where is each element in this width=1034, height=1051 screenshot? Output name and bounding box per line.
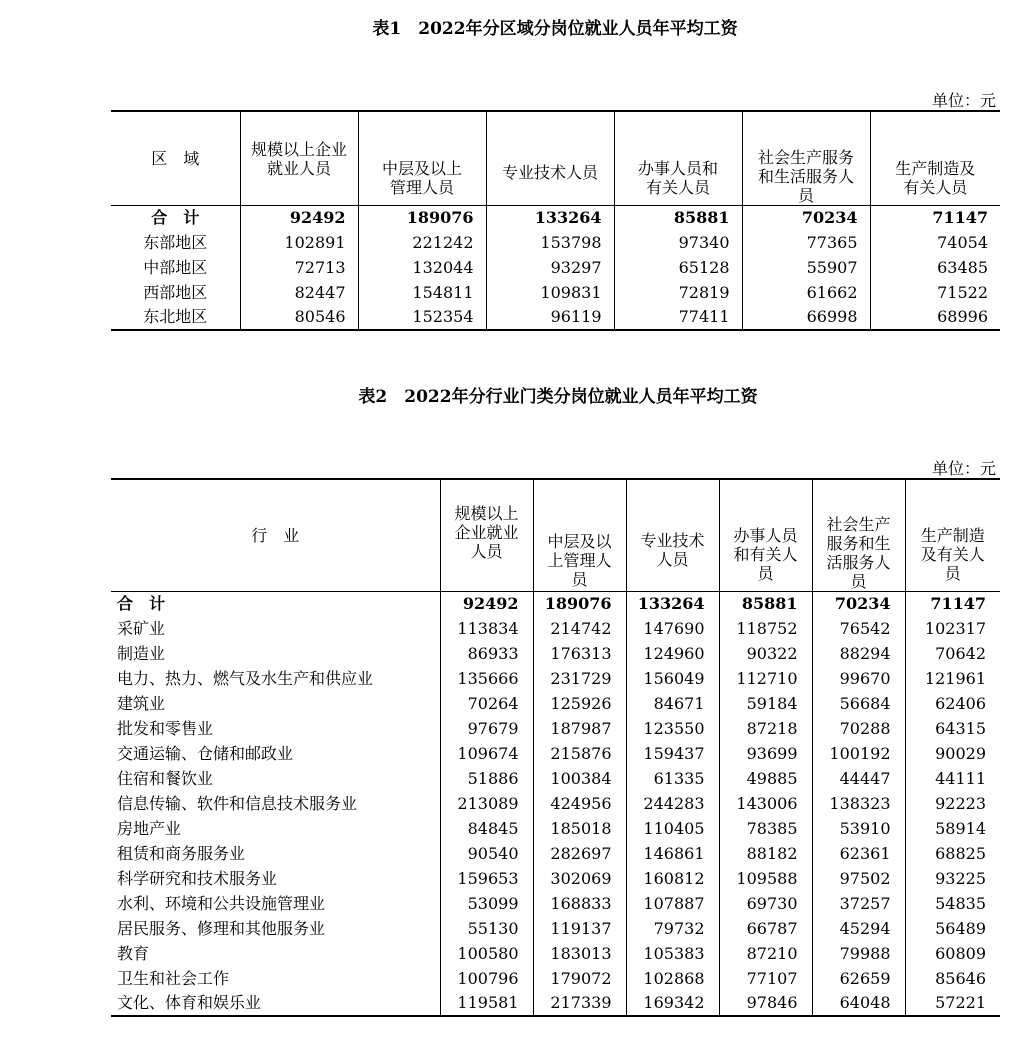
data-cell: 74054 bbox=[937, 232, 988, 252]
table2-header-production-text: 生产制造及有关人员 bbox=[920, 525, 985, 583]
data-cell: 56489 bbox=[935, 918, 986, 938]
data-cell: 62659 bbox=[812, 966, 905, 991]
table-row bbox=[111, 716, 1000, 741]
data-cell: 60809 bbox=[935, 943, 986, 963]
table2-header-production bbox=[905, 479, 1000, 591]
data-cell: 156049 bbox=[626, 666, 719, 691]
row-label: 西部地区 bbox=[111, 280, 240, 305]
table-row bbox=[111, 766, 1000, 791]
row-label: 采矿业 bbox=[111, 616, 440, 641]
data-cell: 102868 bbox=[626, 966, 719, 991]
table1-header-employees-text: 规模以上企业就业人员 bbox=[250, 140, 347, 178]
data-cell: 109588 bbox=[719, 866, 812, 891]
data-cell: 62361 bbox=[812, 841, 905, 866]
table-row bbox=[111, 691, 1000, 716]
table1-header-clerical-text: 办事人员和有关人员 bbox=[637, 158, 718, 197]
data-cell: 92223 bbox=[935, 793, 986, 813]
table-row bbox=[111, 666, 1000, 691]
data-cell: 86933 bbox=[440, 641, 533, 666]
data-cell: 77365 bbox=[742, 230, 870, 255]
row-label: 交通运输、仓储和邮政业 bbox=[111, 741, 440, 766]
data-cell: 69730 bbox=[719, 891, 812, 916]
row-label: 信息传输、软件和信息技术服务业 bbox=[111, 791, 440, 816]
data-cell: 85881 bbox=[614, 205, 742, 230]
data-cell: 79988 bbox=[812, 941, 905, 966]
data-cell: 146861 bbox=[626, 841, 719, 866]
row-label: 住宿和餐饮业 bbox=[111, 766, 440, 791]
data-cell: 55130 bbox=[440, 916, 533, 941]
table2-header-managers bbox=[533, 479, 626, 591]
data-cell: 143006 bbox=[719, 791, 812, 816]
table1-header-service bbox=[742, 111, 870, 205]
data-cell: 109831 bbox=[486, 280, 614, 305]
data-cell: 84671 bbox=[626, 691, 719, 716]
data-cell: 93297 bbox=[486, 255, 614, 280]
table2-header-employees bbox=[440, 479, 533, 591]
data-cell: 110405 bbox=[626, 816, 719, 841]
row-label: 合 计 bbox=[111, 205, 240, 230]
data-cell: 187987 bbox=[533, 716, 626, 741]
data-cell: 63485 bbox=[937, 257, 988, 277]
data-cell: 244283 bbox=[626, 791, 719, 816]
row-label: 租赁和商务服务业 bbox=[111, 841, 440, 866]
data-cell: 44447 bbox=[812, 766, 905, 791]
data-cell: 53910 bbox=[812, 816, 905, 841]
data-cell: 45294 bbox=[812, 916, 905, 941]
row-label: 电力、热力、燃气及水生产和供应业 bbox=[111, 666, 440, 691]
data-cell: 84845 bbox=[440, 816, 533, 841]
data-cell: 179072 bbox=[533, 966, 626, 991]
data-cell: 105383 bbox=[626, 941, 719, 966]
row-label: 房地产业 bbox=[111, 816, 440, 841]
data-cell: 121961 bbox=[924, 668, 986, 688]
data-cell: 70288 bbox=[812, 716, 905, 741]
table1-header-service-text: 社会生产服务和生活服务人员 bbox=[757, 147, 854, 205]
table-row bbox=[111, 866, 1000, 891]
data-cell: 154811 bbox=[358, 280, 486, 305]
table2-header-technical-text: 专业技术人员 bbox=[640, 531, 705, 570]
data-cell: 70642 bbox=[935, 643, 986, 663]
table1-header-managers bbox=[358, 111, 486, 205]
table2-header-employees-text: 规模以上企业就业人员 bbox=[454, 504, 519, 561]
data-cell: 80546 bbox=[240, 305, 358, 330]
data-cell: 85646 bbox=[935, 968, 986, 988]
table1-unit: 单位：元 bbox=[931, 91, 996, 110]
data-cell: 169342 bbox=[626, 991, 719, 1016]
data-cell: 302069 bbox=[533, 866, 626, 891]
data-cell: 92492 bbox=[440, 591, 533, 616]
data-cell: 152354 bbox=[358, 305, 486, 330]
data-cell: 77411 bbox=[614, 305, 742, 330]
data-cell: 100796 bbox=[440, 966, 533, 991]
data-cell: 159653 bbox=[440, 866, 533, 891]
data-cell: 119581 bbox=[440, 991, 533, 1016]
table2-title: 表2 2022年分行业门类分岗位就业人员年平均工资 bbox=[358, 387, 758, 407]
table-row bbox=[111, 741, 1000, 766]
table-row bbox=[111, 966, 1000, 991]
data-cell: 217339 bbox=[533, 991, 626, 1016]
row-label: 卫生和社会工作 bbox=[111, 966, 440, 991]
data-cell: 49885 bbox=[719, 766, 812, 791]
table-row bbox=[111, 280, 1000, 305]
data-cell: 97679 bbox=[440, 716, 533, 741]
row-label: 中部地区 bbox=[111, 255, 240, 280]
data-cell: 62406 bbox=[935, 693, 986, 713]
data-cell: 100384 bbox=[533, 766, 626, 791]
data-cell: 88182 bbox=[719, 841, 812, 866]
row-label: 制造业 bbox=[111, 641, 440, 666]
table1-header-managers-text: 中层及以上管理人员 bbox=[381, 158, 462, 197]
data-cell: 153798 bbox=[486, 230, 614, 255]
data-cell: 214742 bbox=[533, 616, 626, 641]
data-cell: 68825 bbox=[935, 843, 986, 863]
data-cell: 54835 bbox=[935, 893, 986, 913]
data-cell: 282697 bbox=[533, 841, 626, 866]
table1-header-region: 区 域 bbox=[111, 111, 240, 205]
data-cell: 102891 bbox=[240, 230, 358, 255]
data-cell: 133264 bbox=[486, 205, 614, 230]
data-cell: 44111 bbox=[935, 768, 986, 788]
data-cell: 99670 bbox=[812, 666, 905, 691]
data-cell: 160812 bbox=[626, 866, 719, 891]
data-cell: 90540 bbox=[440, 841, 533, 866]
table-row bbox=[111, 255, 1000, 280]
data-cell: 90322 bbox=[719, 641, 812, 666]
data-cell: 87210 bbox=[719, 941, 812, 966]
data-cell: 113834 bbox=[440, 616, 533, 641]
data-cell: 231729 bbox=[533, 666, 626, 691]
row-label: 水利、环境和公共设施管理业 bbox=[111, 891, 440, 916]
data-cell: 189076 bbox=[358, 205, 486, 230]
data-cell: 185018 bbox=[533, 816, 626, 841]
data-cell: 107887 bbox=[626, 891, 719, 916]
table-row bbox=[111, 305, 1000, 330]
data-cell: 97340 bbox=[614, 230, 742, 255]
data-cell: 132044 bbox=[358, 255, 486, 280]
row-label: 东北地区 bbox=[111, 305, 240, 330]
data-cell: 213089 bbox=[440, 791, 533, 816]
data-cell: 66787 bbox=[719, 916, 812, 941]
data-cell: 61662 bbox=[742, 280, 870, 305]
data-cell: 87218 bbox=[719, 716, 812, 741]
data-cell: 102317 bbox=[924, 618, 986, 638]
data-cell: 57221 bbox=[935, 993, 986, 1012]
data-cell: 61335 bbox=[626, 766, 719, 791]
row-label: 东部地区 bbox=[111, 230, 240, 255]
row-label: 教育 bbox=[111, 941, 440, 966]
data-cell: 93225 bbox=[935, 868, 986, 888]
row-label: 居民服务、修理和其他服务业 bbox=[111, 916, 440, 941]
data-cell: 88294 bbox=[812, 641, 905, 666]
table2-header-clerical-text: 办事人员和有关人员 bbox=[733, 525, 798, 583]
data-cell: 118752 bbox=[719, 616, 812, 641]
data-cell: 125926 bbox=[533, 691, 626, 716]
table-row bbox=[111, 891, 1000, 916]
data-cell: 79732 bbox=[626, 916, 719, 941]
data-cell: 100192 bbox=[812, 741, 905, 766]
table1-header-production-text: 生产制造及有关人员 bbox=[895, 158, 976, 197]
data-cell: 64048 bbox=[812, 991, 905, 1016]
table-row bbox=[111, 916, 1000, 941]
data-cell: 133264 bbox=[626, 591, 719, 616]
data-cell: 56684 bbox=[812, 691, 905, 716]
data-cell: 93699 bbox=[719, 741, 812, 766]
table-row bbox=[111, 616, 1000, 641]
data-cell: 76542 bbox=[812, 616, 905, 641]
table2 bbox=[111, 478, 1000, 1017]
data-cell: 92492 bbox=[240, 205, 358, 230]
data-cell: 64315 bbox=[935, 718, 986, 738]
row-label: 科学研究和技术服务业 bbox=[111, 866, 440, 891]
data-cell: 100580 bbox=[440, 941, 533, 966]
data-cell: 59184 bbox=[719, 691, 812, 716]
table-row bbox=[111, 816, 1000, 841]
data-cell: 71147 bbox=[932, 207, 988, 227]
table-row bbox=[111, 591, 1000, 616]
data-cell: 96119 bbox=[486, 305, 614, 330]
row-label: 文化、体育和娱乐业 bbox=[111, 991, 440, 1016]
data-cell: 183013 bbox=[533, 941, 626, 966]
data-cell: 72819 bbox=[614, 280, 742, 305]
data-cell: 215876 bbox=[533, 741, 626, 766]
table-row bbox=[111, 841, 1000, 866]
table2-header-industry: 行 业 bbox=[111, 479, 440, 591]
data-cell: 159437 bbox=[626, 741, 719, 766]
data-cell: 70234 bbox=[742, 205, 870, 230]
data-cell: 135666 bbox=[440, 666, 533, 691]
data-cell: 77107 bbox=[719, 966, 812, 991]
data-cell: 147690 bbox=[626, 616, 719, 641]
table1-title: 表1 2022年分区域分岗位就业人员年平均工资 bbox=[372, 19, 738, 39]
data-cell: 90029 bbox=[935, 743, 986, 763]
data-cell: 424956 bbox=[533, 791, 626, 816]
data-cell: 65128 bbox=[614, 255, 742, 280]
table1-header-technical: 专业技术人员 bbox=[486, 111, 614, 205]
table-row bbox=[111, 230, 1000, 255]
table1-header-employees bbox=[240, 111, 358, 205]
data-cell: 51886 bbox=[440, 766, 533, 791]
row-label: 合 计 bbox=[111, 591, 440, 616]
data-cell: 53099 bbox=[440, 891, 533, 916]
data-cell: 70264 bbox=[440, 691, 533, 716]
table-row bbox=[111, 205, 1000, 230]
data-cell: 97502 bbox=[812, 866, 905, 891]
data-cell: 168833 bbox=[533, 891, 626, 916]
data-cell: 123550 bbox=[626, 716, 719, 741]
table1-header-clerical bbox=[614, 111, 742, 205]
data-cell: 85881 bbox=[719, 591, 812, 616]
row-label: 批发和零售业 bbox=[111, 716, 440, 741]
table1-header-production bbox=[870, 111, 1000, 205]
table-row bbox=[111, 991, 1000, 1016]
table-row bbox=[111, 791, 1000, 816]
data-cell: 68996 bbox=[937, 307, 988, 326]
table2-header-service-text: 社会生产服务和生活服务人员 bbox=[826, 514, 891, 591]
data-cell: 71522 bbox=[937, 282, 988, 302]
data-cell: 37257 bbox=[812, 891, 905, 916]
table2-header-clerical bbox=[719, 479, 812, 591]
data-cell: 176313 bbox=[533, 641, 626, 666]
data-cell: 71147 bbox=[930, 593, 986, 613]
row-label: 建筑业 bbox=[111, 691, 440, 716]
data-cell: 78385 bbox=[719, 816, 812, 841]
data-cell: 66998 bbox=[742, 305, 870, 330]
data-cell: 112710 bbox=[719, 666, 812, 691]
data-cell: 119137 bbox=[533, 916, 626, 941]
table1 bbox=[111, 110, 1000, 331]
table2-header-service bbox=[812, 479, 905, 591]
data-cell: 70234 bbox=[812, 591, 905, 616]
table-row bbox=[111, 641, 1000, 666]
data-cell: 109674 bbox=[440, 741, 533, 766]
data-cell: 58914 bbox=[935, 818, 986, 838]
table2-unit: 单位：元 bbox=[931, 459, 996, 478]
data-cell: 97846 bbox=[719, 991, 812, 1016]
table2-header-managers-text: 中层及以上管理人员 bbox=[547, 531, 612, 589]
data-cell: 82447 bbox=[240, 280, 358, 305]
data-cell: 189076 bbox=[533, 591, 626, 616]
data-cell: 221242 bbox=[358, 230, 486, 255]
data-cell: 124960 bbox=[626, 641, 719, 666]
data-cell: 138323 bbox=[812, 791, 905, 816]
table2-header-technical bbox=[626, 479, 719, 591]
data-cell: 55907 bbox=[742, 255, 870, 280]
data-cell: 72713 bbox=[240, 255, 358, 280]
table-row bbox=[111, 941, 1000, 966]
